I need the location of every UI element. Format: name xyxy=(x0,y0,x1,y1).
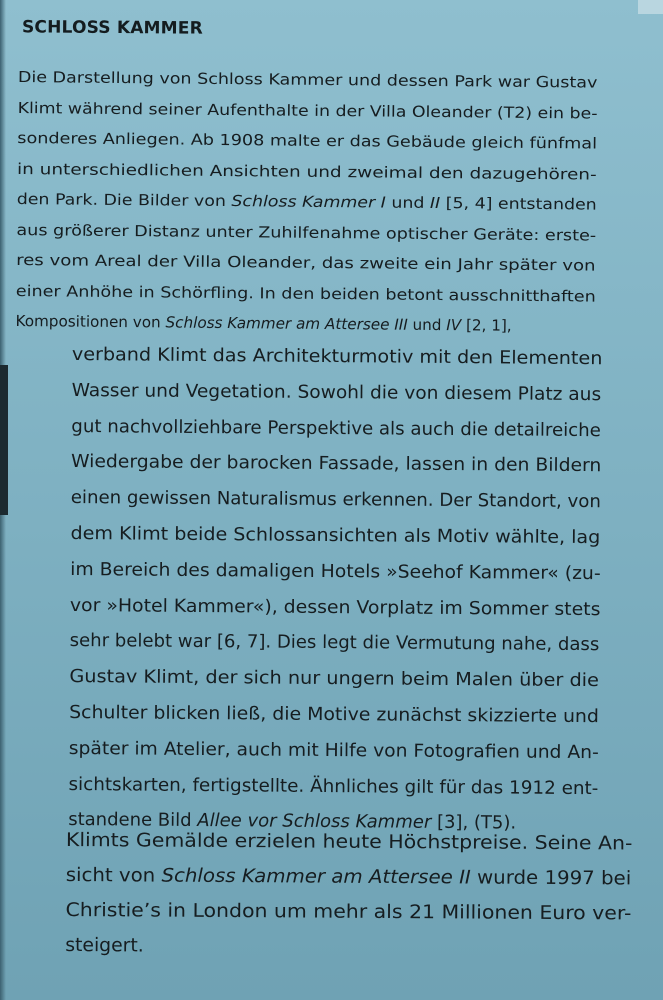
text-line: sehr belebt war [6, 7]. Dies legt die Vermutung nahe, dass xyxy=(69,630,600,656)
text-line: Klimts Gemälde erzielen heute Höchstpreise. Seine An- xyxy=(65,830,633,855)
sign-title: SCHLOSS KAMMER xyxy=(21,17,204,39)
dark-edge-marker xyxy=(0,365,8,515)
text-line: dem Klimt beide Schlossansichten als Motiv wählte, lag xyxy=(70,522,601,549)
text-line: gut nachvollziehbare Perspektive als auch die detailreiche xyxy=(71,415,601,441)
text-line: sonderes Anliegen. Ab 1908 malte er das Gebäude gleich fünfmal xyxy=(17,128,598,153)
text-line: Die Darstellung von Schloss Kammer und dessen Park war Gustav xyxy=(17,68,598,92)
text-line: standene Bild Allee vor Schloss Kammer [3], (T5). xyxy=(68,809,517,834)
text-line: res vom Areal der Villa Oleander, das zweite ein Jahr später von xyxy=(16,250,596,275)
text-line: den Park. Die Bilder von Schloss Kammer I und II [5, 4] entstanden xyxy=(16,189,597,214)
text-line: aus größerer Distanz unter Zuhilfenahme optischer Geräte: erste- xyxy=(16,220,597,245)
corner-highlight xyxy=(638,0,663,14)
text-line: Christie’s in London um mehr als 21 Millionen Euro ver- xyxy=(65,899,632,925)
text-line: einer Anhöhe in Schörfling. In den beiden betont ausschnitthaften xyxy=(15,281,596,306)
text-line: Schulter blicken ließ, die Motive zunächst skizzierte und xyxy=(69,701,600,728)
text-line: Kompositionen von Schloss Kammer am Attersee III und IV [2, 1], xyxy=(15,311,512,335)
text-line: einen gewissen Naturalismus erkennen. Der Standort, von xyxy=(70,487,602,513)
text-line: Klimt während seiner Aufenthalte in der Villa Oleander (T2) ein be- xyxy=(17,98,598,123)
text-line: Gustav Klimt, der sich nur ungern beim Malen über die xyxy=(69,666,600,692)
text-line: Wasser und Vegetation. Sowohl die von diesem Platz aus xyxy=(71,379,602,405)
text-line: sichtskarten, fertigstellte. Ähnliches gilt für das 1912 ent- xyxy=(68,773,599,799)
text-line: in unterschiedlichen Ansichten und zweimal den dazugehören- xyxy=(16,159,597,184)
text-line: im Bereich des damaligen Hotels »Seehof Kammer« (zu- xyxy=(70,558,601,584)
text-line: Wiedergabe der barocken Fassade, lassen in den Bildern xyxy=(70,451,602,477)
text-line: sicht von Schloss Kammer am Attersee II wurde 1997 bei xyxy=(65,864,632,890)
text-line: vor »Hotel Kammer«), dessen Vorplatz im Sommer stets xyxy=(69,594,601,620)
text-line: steigert. xyxy=(65,934,144,957)
text-line: später im Atelier, auch mit Hilfe von Fotografien und An- xyxy=(68,737,599,763)
text-line: verband Klimt das Architekturmotiv mit den Elementen xyxy=(71,344,603,370)
